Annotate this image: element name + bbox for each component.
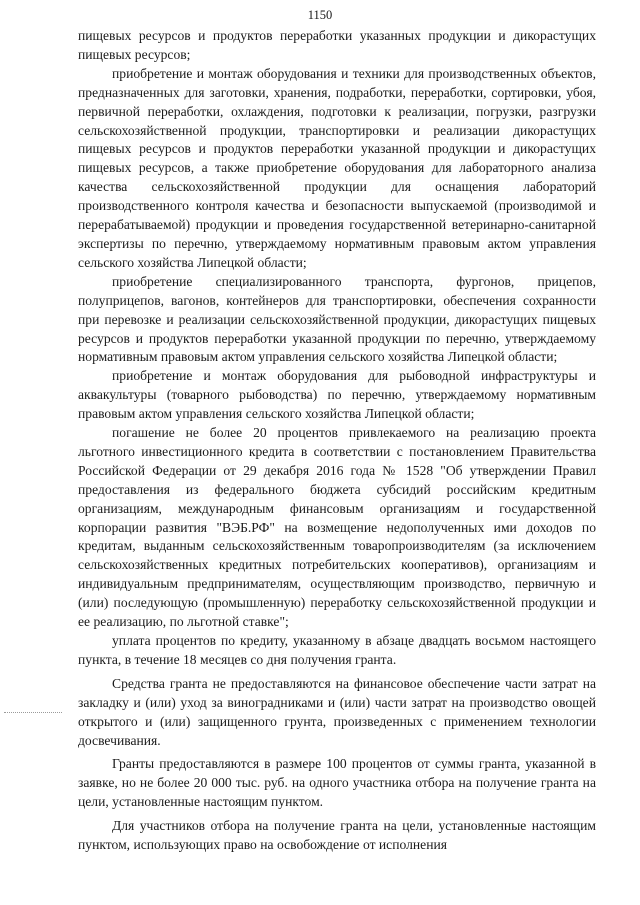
page-number: 1150 <box>307 8 333 22</box>
paragraph-fishery-equipment: приобретение и монтаж оборудования для рыбоводной инфраструктуры и аквакультуры (товарного рыбоводства) по перечню, утверждаемому нормативным правовым актом управления сельского хозяйства Липецкой области; <box>78 368 596 422</box>
margin-mark <box>4 712 62 715</box>
paragraph-grant-restrictions: Средства гранта не предоставляются на финансовое обеспечение части затрат на закладку и (или) уход за виноградниками и (или) части затрат на производство овощей открытого и (или) защищенного грунта, произведенных с применением технологии досвечивания. <box>78 675 596 748</box>
document-body <box>78 27 596 855</box>
paragraph-participants: Для участников отбора на получение гранта на цели, установленные настоящим пунктом, использующих право на освобождение от исполнения <box>78 818 596 853</box>
paragraph-special-transport: приобретение специализированного транспорта, фургонов, прицепов, полуприцепов, вагонов, контейнеров для транспортировки, обеспечения сохранности при перевозке и реализации сельскохозяйственной продукции, дикорастущих пищевых ресурсов и продуктов переработки указанной продукции по перечню, утверждаемому нормативным правовым актом управления сельского хозяйства Липецкой области; <box>78 273 596 365</box>
paragraph-processing-equipment: приобретение и монтаж оборудования и техники для производственных объектов, предназначенных для заготовки, хранения, подработки, переработки, сортировки, убоя, первичной переработки, охлаждения, подготовки к реализации, погрузки, разгрузки сельскохозяйственной продукции, транспортировки и реализации дикорастущих пищевых ресурсов и продуктов переработки указанной продукции и дикорастущих пищевых ресурсов, а также приобретение оборудования для лабораторного анализа качества сельскохозяйственной продукции для оснащения лабораторий производственного контроля качества и безопасности выпускаемой (производимой и перерабатываемой) продукции и проведения государственной ветеринарно-санитарной экспертизы по перечню, утверждаемому нормативным правовым актом управления сельского хозяйства Липецкой области; <box>78 65 596 270</box>
paragraph-grant-amount: Гранты предоставляются в размере 100 процентов от суммы гранта, указанной в заявке, но не более 20 000 тыс. руб. на одного участника отбора на получение гранта на цели, установленные настоящим пунктом. <box>78 756 596 810</box>
paragraph-interest-payment: уплата процентов по кредиту, указанному в абзаце двадцать восьмом настоящего пункта, в течение 18 месяцев со дня получения гранта. <box>78 633 596 667</box>
paragraph-continuation: пищевых ресурсов и продуктов переработки указанных продукции и дикорастущих пищевых ресурсов; <box>78 28 596 62</box>
paragraph-credit-repayment: погашение не более 20 процентов привлекаемого на реализацию проекта льготного инвестиционного кредита в соответствии с постановлением Правительства Российской Федерации от 29 декабря 2016 года № 1528 "Об утверждении Правил предоставления из федерального бюджета субсидий российским кредитным организациям, международным финансовым организациям и государственной корпорации развития "ВЭБ.РФ" на возмещение недополученных ими доходов по кредитам, выданным сельскохозяйственным товаропроизводителям (за исключением сельскохозяйственных кредитных потребительских кооперативов), организациям и индивидуальным предпринимателям, осуществляющим производство, первичную и (или) последующую (промышленную) переработку сельскохозяйственной продукции и ее реализацию, по льготной ставке"; <box>78 425 596 630</box>
